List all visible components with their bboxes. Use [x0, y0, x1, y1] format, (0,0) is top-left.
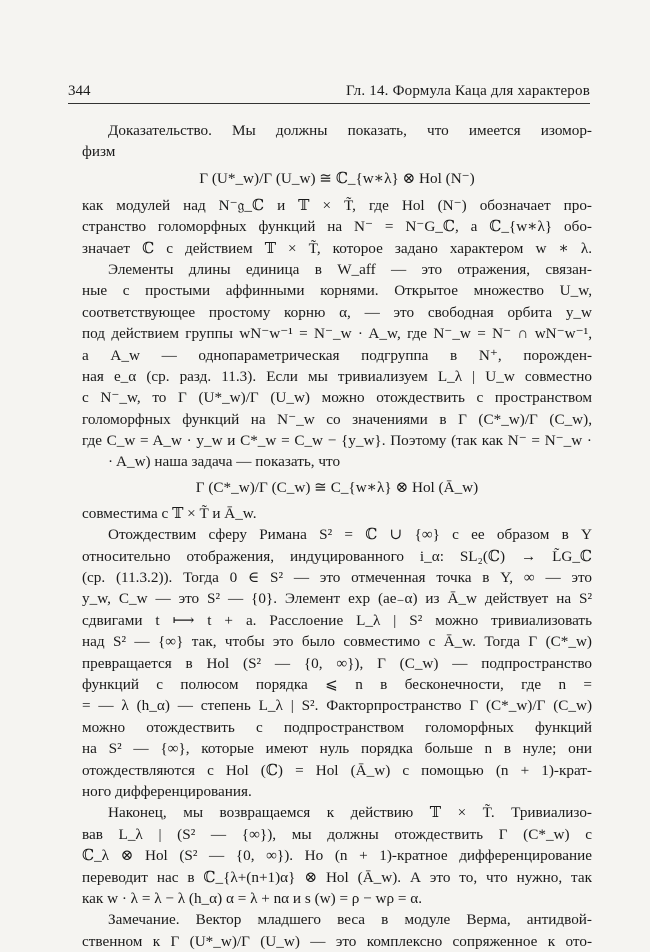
text-line: как модулей над N⁻𝔤_ℂ и 𝕋 × T̃, где Hol (N⁻) обозначает про-	[82, 196, 592, 214]
text-line: физм	[82, 143, 116, 161]
page-number: 344	[68, 83, 91, 99]
text-line: вав L_λ | (S² — {∞}), мы должны отождествить Γ (C*_w) с	[82, 825, 592, 843]
text-line: значает ℂ с действием 𝕋 × T̃, которое задано характером w ∗ λ.	[82, 239, 592, 257]
text-line: ℂ_λ ⊗ Hol (S² — {0, ∞}). Но (n + 1)-кратное дифференцирование	[82, 847, 592, 865]
text-line: на S² — {∞}, которые имеют нуль порядка больше n в нуле; они	[82, 740, 592, 758]
text-line: где C_w = A_w · y_w и C*_w = C_w − {y_w}. Поэтому (так как N⁻ = N⁻_w ·	[82, 432, 592, 450]
text-line: ная e_α (ср. разд. 11.3). Если мы тривиализуем L_λ | U_w совместно	[82, 367, 592, 385]
text-line: Замечание. Вектор младшего веса в модуле Верма, антидвой-	[108, 911, 592, 929]
text-line: y_w, C_w — это S² — {0}. Элемент exp (ae₋α) из Ā_w действует на S²	[82, 590, 592, 608]
text-line: голоморфных функций на N⁻_w со значениями в Γ (C*_w)/Γ (C_w),	[82, 410, 592, 428]
text-line: сдвигами t ⟼ t + a. Расслоение L_λ | S² можно тривиализовать	[82, 611, 592, 629]
header-rule	[68, 103, 590, 104]
text-line: под действием группы wN⁻w⁻¹ = N⁻_w · A_w, где N⁻_w = N⁻ ∩ wN⁻w⁻¹,	[82, 325, 592, 343]
page-body	[82, 120, 592, 952]
text-line: переводит нас в ℂ_{λ+(n+1)α} ⊗ Hol (Ā_w). А это то, что нужно, так	[82, 868, 592, 886]
text-line: превращается в Hol (S² — {0, ∞}), Γ (C_w) — подпространство	[82, 654, 592, 672]
running-title: Гл. 14. Формула Каца для характеров	[345, 83, 590, 99]
text-line: относительно отображения, индуцированного i_α: SL₂(ℂ) → L̃G_ℂ	[82, 547, 592, 565]
text-line: · A_w) наша задача — показать, что	[108, 453, 341, 471]
text-line: функций с полюсом порядка ⩽ n в бесконечности, где n =	[82, 675, 592, 693]
text-line: ного дифференцирования.	[82, 782, 252, 800]
text-line: Наконец, мы возвращаемся к действию 𝕋 × T̃. Тривиализо-	[108, 804, 592, 822]
text-line: с N⁻_w, то Γ (U*_w)/Γ (U_w) можно отождествить с пространством	[82, 389, 592, 407]
text-line: (ср. (11.3.2)). Тогда 0 ∈ S² — это отмеченная точка в Y, ∞ — это	[82, 569, 592, 587]
text-line: Доказательство. Мы должны показать, что имеется изомор-	[108, 122, 592, 139]
text-line: отождествляются с Hol (ℂ) = Hol (Ā_w) с помощью (n + 1)-крат-	[82, 761, 592, 779]
text-line: как w · λ = λ − λ (h_α) α = λ + nα и s (w) = ρ − wρ = α.	[82, 889, 423, 907]
text-line: Отождествим сферу Римана S² = ℂ ∪ {∞} с ее образом в Y	[108, 526, 592, 544]
display-formula: Γ (U*_w)/Γ (U_w) ≅ ℂ_{w∗λ} ⊗ Hol (N⁻)	[199, 169, 475, 187]
text-line: странство голоморфных функций на N⁻ = N⁻G_ℂ, а ℂ_{w∗λ} обо-	[82, 218, 592, 236]
text-line: соответствующее простому корню α, — это свободная орбита y_w	[82, 303, 592, 321]
display-formula: Γ (C*_w)/Γ (C_w) ≅ C_{w∗λ} ⊗ Hol (Ā_w)	[195, 478, 479, 496]
text-line: Элементы длины единица в W_aff — это отражения, связан-	[108, 260, 592, 278]
text-line: = — λ (h_α) — степень L_λ | S². Факторпространство Γ (C*_w)/Γ (C_w)	[82, 697, 592, 715]
text-line: можно отождествить с подпространством голоморфных функций	[82, 718, 592, 736]
text-line: а A_w — однопараметрическая подгруппа в N⁺, порожден-	[82, 346, 592, 364]
text-line: над S² — {∞} так, чтобы это было совместимо с Ā_w. Тогда Γ (C*_w)	[82, 633, 592, 651]
text-line: совместима с 𝕋 × T̃ и Ā_w.	[82, 504, 257, 522]
text-line: ственном к Γ (U*_w)/Γ (U_w) — это комплексно сопряженное к ото-	[82, 932, 592, 950]
page-header	[68, 80, 590, 102]
text-line: ные с простыми аффинными корнями. Открытое множество U_w,	[82, 282, 592, 300]
